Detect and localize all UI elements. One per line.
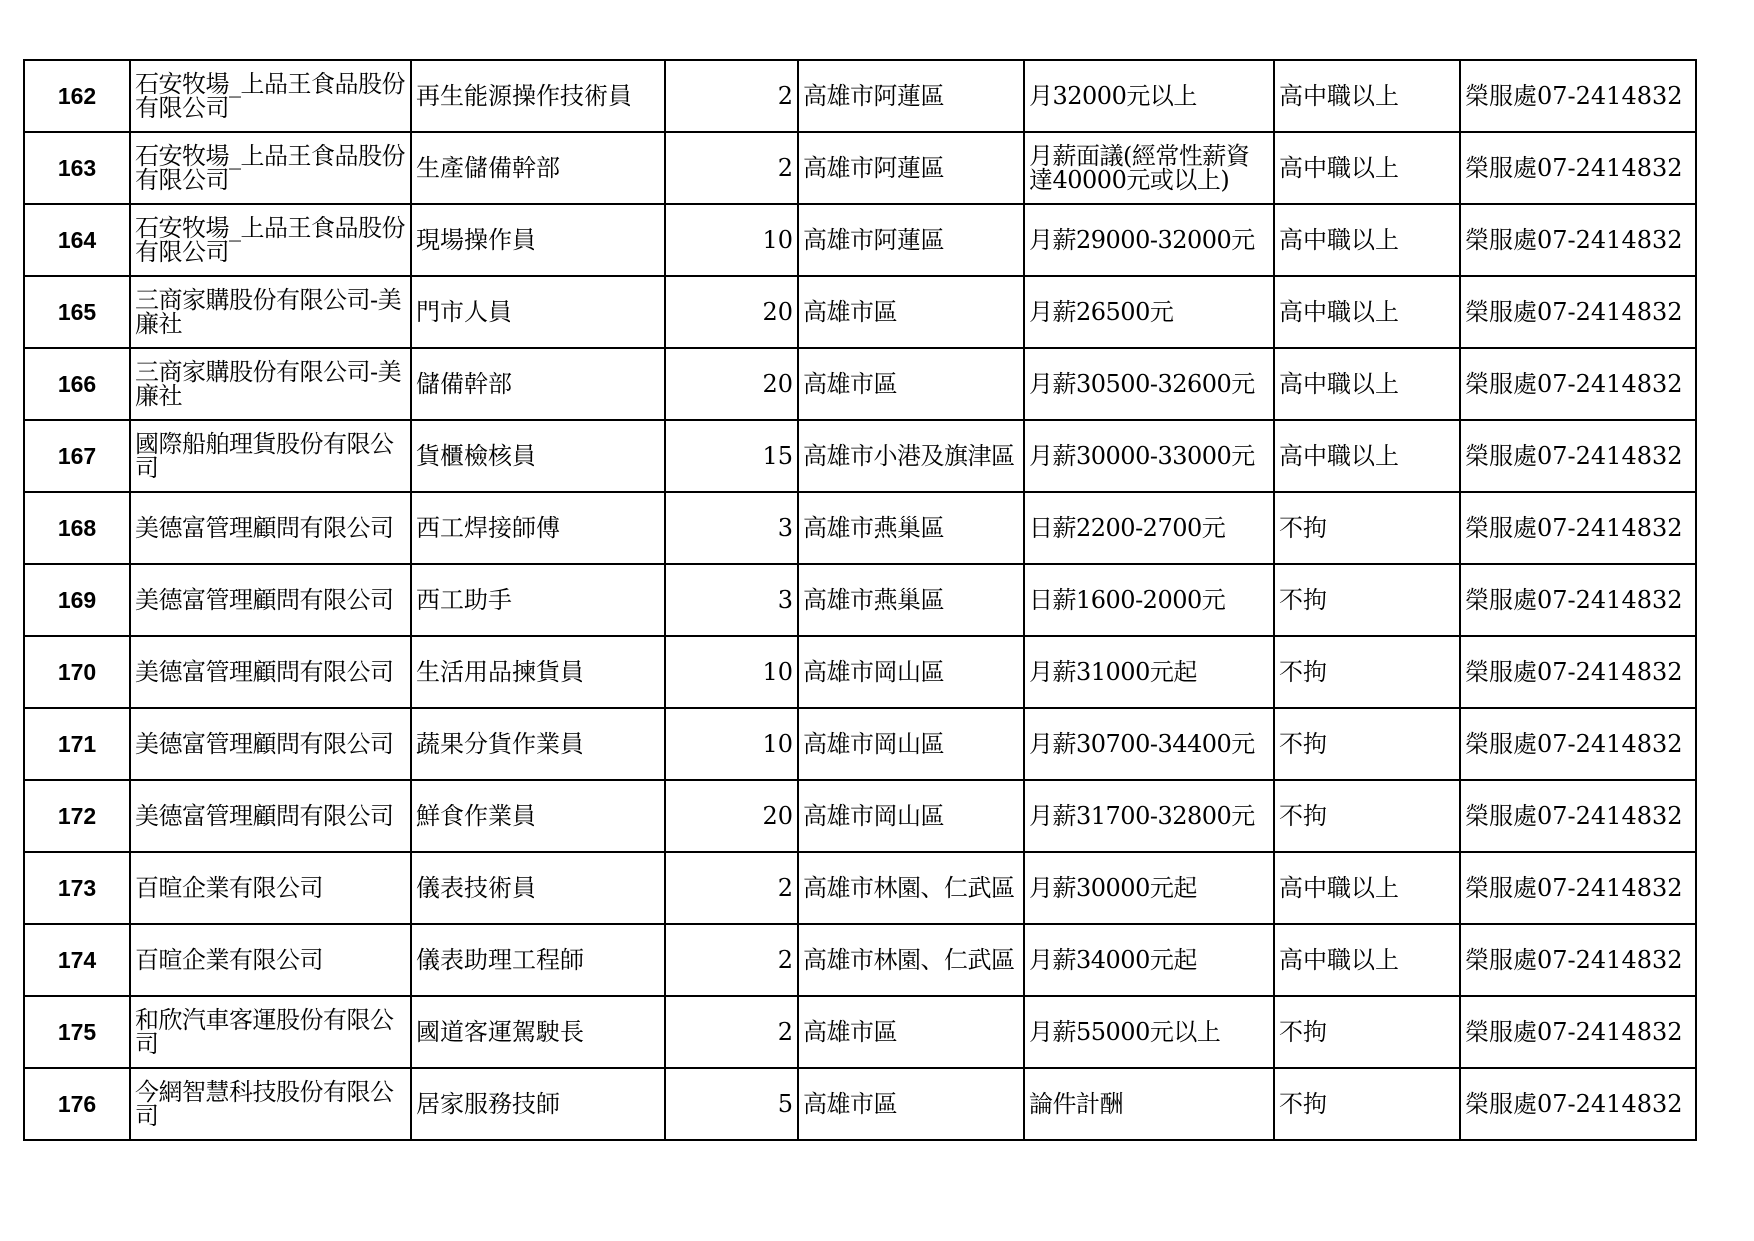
- openings-count: 20: [665, 276, 798, 348]
- work-location: 高雄市阿蓮區: [798, 60, 1024, 132]
- work-location: 高雄市區: [798, 348, 1024, 420]
- job-title: 貨櫃檢核員: [411, 420, 665, 492]
- contact-info: 榮服處07-2414832: [1460, 636, 1696, 708]
- work-location: 高雄市區: [798, 996, 1024, 1068]
- job-title: 西工焊接師傅: [411, 492, 665, 564]
- table-row: [24, 348, 1696, 420]
- work-location: 高雄市岡山區: [798, 708, 1024, 780]
- education-requirement: 不拘: [1274, 708, 1460, 780]
- salary: 月薪34000元起: [1024, 924, 1274, 996]
- company-name: 美德富管理顧問有限公司: [130, 708, 411, 780]
- salary: 月薪31700-32800元: [1024, 780, 1274, 852]
- contact-info: 榮服處07-2414832: [1460, 420, 1696, 492]
- work-location: 高雄市燕巢區: [798, 492, 1024, 564]
- company-name: 三商家購股份有限公司-美廉社: [130, 348, 411, 420]
- row-number: 166: [24, 348, 130, 420]
- job-title: 門市人員: [411, 276, 665, 348]
- salary: 日薪1600-2000元: [1024, 564, 1274, 636]
- work-location: 高雄市林園、仁武區: [798, 852, 1024, 924]
- openings-count: 20: [665, 348, 798, 420]
- education-requirement: 高中職以上: [1274, 852, 1460, 924]
- company-name: 美德富管理顧問有限公司: [130, 492, 411, 564]
- company-name: 三商家購股份有限公司-美廉社: [130, 276, 411, 348]
- row-number: 174: [24, 924, 130, 996]
- company-name: 和欣汽車客運股份有限公司: [130, 996, 411, 1068]
- education-requirement: 高中職以上: [1274, 420, 1460, 492]
- row-number: 165: [24, 276, 130, 348]
- salary: 月32000元以上: [1024, 60, 1274, 132]
- salary: 月薪30000元起: [1024, 852, 1274, 924]
- openings-count: 3: [665, 492, 798, 564]
- openings-count: 3: [665, 564, 798, 636]
- company-name: 百暄企業有限公司: [130, 924, 411, 996]
- salary: 月薪29000-32000元: [1024, 204, 1274, 276]
- contact-info: 榮服處07-2414832: [1460, 348, 1696, 420]
- education-requirement: 高中職以上: [1274, 348, 1460, 420]
- salary: 月薪26500元: [1024, 276, 1274, 348]
- work-location: 高雄市小港及旗津區: [798, 420, 1024, 492]
- company-name: 美德富管理顧問有限公司: [130, 780, 411, 852]
- row-number: 172: [24, 780, 130, 852]
- contact-info: 榮服處07-2414832: [1460, 924, 1696, 996]
- table-row: [24, 708, 1696, 780]
- openings-count: 10: [665, 636, 798, 708]
- education-requirement: 不拘: [1274, 564, 1460, 636]
- salary: 月薪30000-33000元: [1024, 420, 1274, 492]
- company-name: 今網智慧科技股份有限公司: [130, 1068, 411, 1140]
- education-requirement: 不拘: [1274, 636, 1460, 708]
- contact-info: 榮服處07-2414832: [1460, 1068, 1696, 1140]
- salary: 月薪面議(經常性薪資達40000元或以上): [1024, 132, 1274, 204]
- salary: 月薪30500-32600元: [1024, 348, 1274, 420]
- openings-count: 15: [665, 420, 798, 492]
- row-number: 164: [24, 204, 130, 276]
- work-location: 高雄市林園、仁武區: [798, 924, 1024, 996]
- work-location: 高雄市岡山區: [798, 636, 1024, 708]
- work-location: 高雄市區: [798, 276, 1024, 348]
- education-requirement: 高中職以上: [1274, 204, 1460, 276]
- openings-count: 10: [665, 204, 798, 276]
- table-row: [24, 420, 1696, 492]
- row-number: 169: [24, 564, 130, 636]
- openings-count: 2: [665, 996, 798, 1068]
- row-number: 171: [24, 708, 130, 780]
- salary: 論件計酬: [1024, 1068, 1274, 1140]
- company-name: 石安牧場_上品王食品股份有限公司: [130, 132, 411, 204]
- contact-info: 榮服處07-2414832: [1460, 852, 1696, 924]
- job-title: 國道客運駕駛長: [411, 996, 665, 1068]
- table-row: [24, 924, 1696, 996]
- table-row: [24, 852, 1696, 924]
- openings-count: 2: [665, 132, 798, 204]
- contact-info: 榮服處07-2414832: [1460, 708, 1696, 780]
- contact-info: 榮服處07-2414832: [1460, 132, 1696, 204]
- company-name: 美德富管理顧問有限公司: [130, 564, 411, 636]
- company-name: 國際船舶理貨股份有限公司: [130, 420, 411, 492]
- table-row: [24, 780, 1696, 852]
- job-title: 生產儲備幹部: [411, 132, 665, 204]
- education-requirement: 高中職以上: [1274, 60, 1460, 132]
- table-row: [24, 636, 1696, 708]
- row-number: 162: [24, 60, 130, 132]
- job-rows: [24, 60, 1696, 1140]
- work-location: 高雄市岡山區: [798, 780, 1024, 852]
- work-location: 高雄市阿蓮區: [798, 204, 1024, 276]
- openings-count: 20: [665, 780, 798, 852]
- row-number: 167: [24, 420, 130, 492]
- openings-count: 10: [665, 708, 798, 780]
- table-row: [24, 564, 1696, 636]
- work-location: 高雄市阿蓮區: [798, 132, 1024, 204]
- row-number: 175: [24, 996, 130, 1068]
- job-title: 西工助手: [411, 564, 665, 636]
- table-row: [24, 996, 1696, 1068]
- openings-count: 5: [665, 1068, 798, 1140]
- contact-info: 榮服處07-2414832: [1460, 276, 1696, 348]
- salary: 日薪2200-2700元: [1024, 492, 1274, 564]
- job-title: 再生能源操作技術員: [411, 60, 665, 132]
- job-title: 生活用品揀貨員: [411, 636, 665, 708]
- table-row: [24, 492, 1696, 564]
- contact-info: 榮服處07-2414832: [1460, 780, 1696, 852]
- education-requirement: 高中職以上: [1274, 132, 1460, 204]
- company-name: 石安牧場_上品王食品股份有限公司: [130, 60, 411, 132]
- row-number: 163: [24, 132, 130, 204]
- salary: 月薪30700-34400元: [1024, 708, 1274, 780]
- table-row: [24, 132, 1696, 204]
- salary: 月薪31000元起: [1024, 636, 1274, 708]
- job-title: 蔬果分貨作業員: [411, 708, 665, 780]
- openings-count: 2: [665, 924, 798, 996]
- contact-info: 榮服處07-2414832: [1460, 492, 1696, 564]
- table-row: [24, 60, 1696, 132]
- openings-count: 2: [665, 60, 798, 132]
- row-number: 170: [24, 636, 130, 708]
- job-title: 居家服務技師: [411, 1068, 665, 1140]
- job-title: 儲備幹部: [411, 348, 665, 420]
- education-requirement: 高中職以上: [1274, 924, 1460, 996]
- table-row: [24, 1068, 1696, 1140]
- openings-count: 2: [665, 852, 798, 924]
- salary: 月薪55000元以上: [1024, 996, 1274, 1068]
- education-requirement: 不拘: [1274, 492, 1460, 564]
- education-requirement: 高中職以上: [1274, 276, 1460, 348]
- contact-info: 榮服處07-2414832: [1460, 204, 1696, 276]
- job-title: 儀表助理工程師: [411, 924, 665, 996]
- job-title: 現場操作員: [411, 204, 665, 276]
- company-name: 百暄企業有限公司: [130, 852, 411, 924]
- table-row: [24, 276, 1696, 348]
- contact-info: 榮服處07-2414832: [1460, 996, 1696, 1068]
- company-name: 石安牧場_上品王食品股份有限公司: [130, 204, 411, 276]
- work-location: 高雄市燕巢區: [798, 564, 1024, 636]
- row-number: 168: [24, 492, 130, 564]
- company-name: 美德富管理顧問有限公司: [130, 636, 411, 708]
- contact-info: 榮服處07-2414832: [1460, 60, 1696, 132]
- row-number: 176: [24, 1068, 130, 1140]
- table-row: [24, 204, 1696, 276]
- contact-info: 榮服處07-2414832: [1460, 564, 1696, 636]
- work-location: 高雄市區: [798, 1068, 1024, 1140]
- job-title: 儀表技術員: [411, 852, 665, 924]
- education-requirement: 不拘: [1274, 1068, 1460, 1140]
- education-requirement: 不拘: [1274, 780, 1460, 852]
- education-requirement: 不拘: [1274, 996, 1460, 1068]
- job-title: 鮮食作業員: [411, 780, 665, 852]
- job-listing-table: [23, 59, 1697, 1141]
- row-number: 173: [24, 852, 130, 924]
